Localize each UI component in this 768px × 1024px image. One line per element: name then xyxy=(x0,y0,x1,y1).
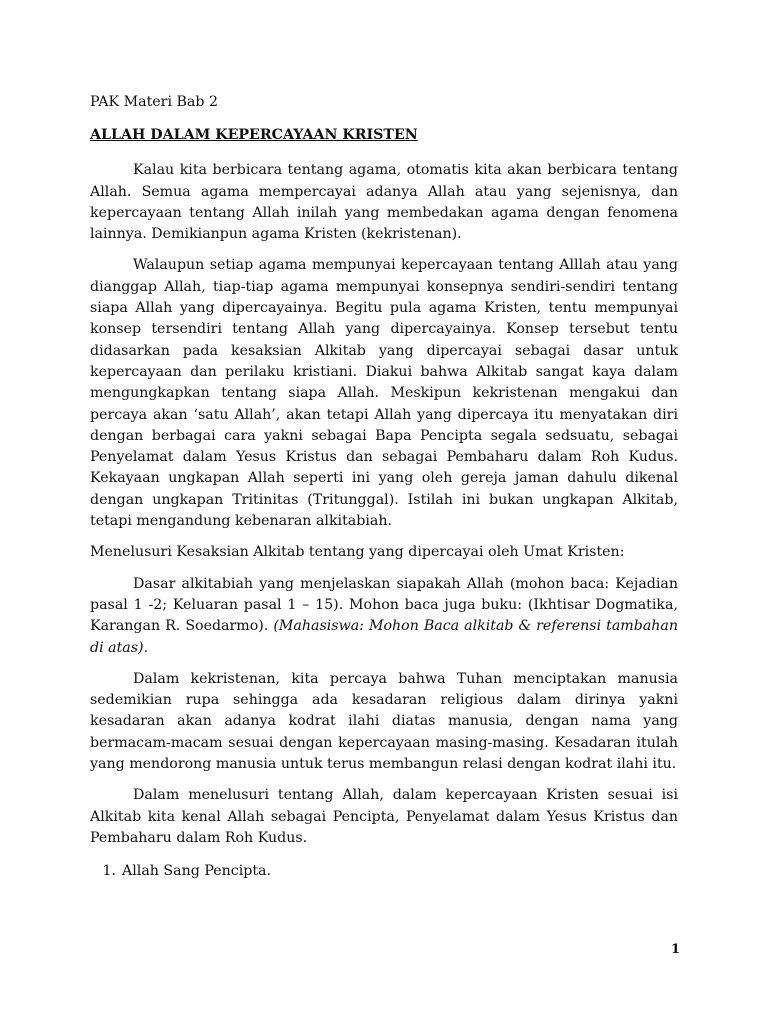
student-note: (Mahasiswa: Mohon Baca alkitab & referensi tambahan di atas). xyxy=(90,618,679,656)
document-header: PAK Materi Bab 2 xyxy=(90,94,219,110)
biblical-basis-text: Dasar alkitabiah yang menjelaskan siapakah Allah (mohon baca: Kejadian pasal 1 -2; Keluaran pasal 1 – 15). Mohon baca juga buku: (Ikhtisar Dogmatika, Karangan R. Soedarmo). xyxy=(90,575,678,635)
paragraph-concept: Walaupun setiap agama mempunyai kepercayaan tentang Alllah atau yang dianggap Allah, tiap-tiap agama mempunyai konsepnya sendiri-sendiri tentang siapa Allah yang dipercayainya. Begitu pula agama Kristen, tentu mempunyai konsep tersendiri tentang Allah yang dipercayainya. Konsep tersebut tentu didasarkan pada kesaksian Alkitab yang dipercayai sebagai dasar untuk kepercayaan dan perilaku kristiani. Diakui bahwa Alkitab sangat kaya dalam mengungkapkan tentang siapa Allah. Meskipun kekristenan mengakui dan percaya akan ‘satu Allah’, akan tetapi Allah yang dipercaya itu menyatakan diri dengan berbagai cara yakni sebagai Bapa Pencipta segala sedsuatu, sebagai Penyelamat dalam Yesus Kristus dan sebagai Pembaharu dalam Roh Kudus. Kekayaan ungkapan Allah seperti ini yang oleh gereja jaman dahulu dikenal dengan ungkapan Tritinitas (Tritunggal). Istilah ini bukan ungkapan Alkitab, tetapi mengandung kebenaran alkitabiah. xyxy=(90,257,678,530)
paragraph-religious-awareness: Dalam kekristenan, kita percaya bahwa Tuhan menciptakan manusia sedemikian rupa sehingga ada kesadaran religious dalam dirinya yakni kesadaran akan adanya kodrat ilahi diatas manusia, dengan nama yang bermacam-macam sesuai dengan kepercayaan masing-masing. Kesadaran itulah yang mendorong manusia untuk terus membangun relasi dengan kodrat ilahi itu. xyxy=(90,670,678,773)
paragraph-biblical-basis xyxy=(90,574,678,659)
document-page xyxy=(90,92,678,882)
list-item-text: Allah Sang Pencipta. xyxy=(122,863,272,880)
list-item xyxy=(90,861,678,882)
document-title: ALLAH DALAM KEPERCAYAAN KRISTEN xyxy=(90,127,418,144)
page-number: 1 xyxy=(670,942,680,957)
list-item-number: 1. xyxy=(102,863,116,880)
numbered-list xyxy=(90,861,678,882)
paragraph-trinity-summary: Dalam menelusuri tentang Allah, dalam kepercayaan Kristen sesuai isi Alkitab kita kenal Allah sebagai Pencipta, Penyelamat dalam Yesus Kristus dan Pembaharu dalam Roh Kudus. xyxy=(90,787,678,846)
paragraph-intro: Kalau kita berbicara tentang agama, otomatis kita akan berbicara tentang Allah. Semua agama mempercayai adanya Allah atau yang sejenisnya, dan kepercayaan tentang Allah inilah yang membedakan agama dengan fenomena lainnya. Demikianpun agama Kristen (kekristenan). xyxy=(90,162,678,243)
paragraph-section-lead: Menelusuri Kesaksian Alkitab tentang yang dipercayai oleh Umat Kristen: xyxy=(90,544,625,561)
